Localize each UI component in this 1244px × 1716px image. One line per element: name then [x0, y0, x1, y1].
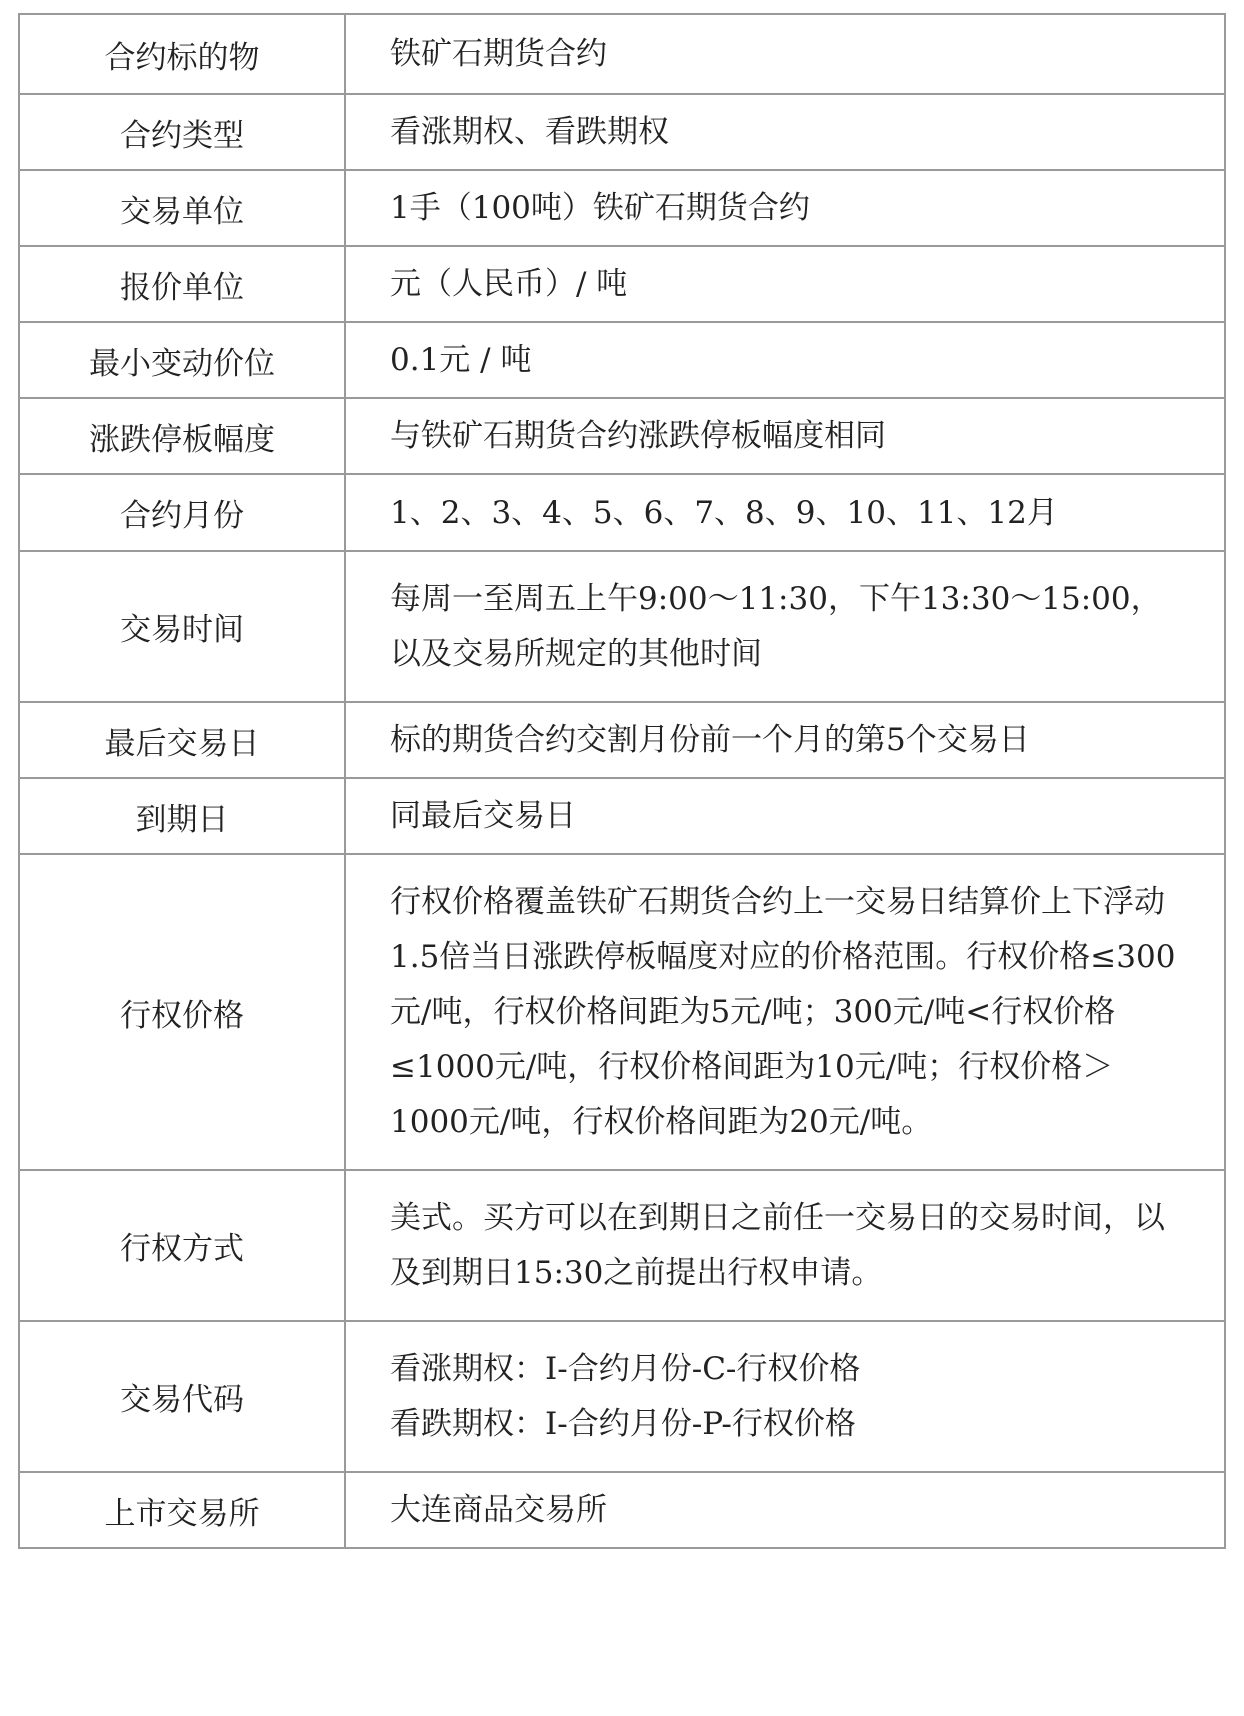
table-row [19, 1321, 1225, 1472]
table-row [19, 778, 1225, 854]
row-value: 与铁矿石期货合约涨跌停板幅度相同 [345, 398, 1225, 474]
table-row [19, 246, 1225, 322]
row-label: 涨跌停板幅度 [19, 398, 345, 474]
row-value: 1、2、3、4、5、6、7、8、9、10、11、12月 [345, 474, 1225, 551]
row-value: 大连商品交易所 [345, 1472, 1225, 1548]
table-row [19, 398, 1225, 474]
row-value: 看涨期权、看跌期权 [345, 94, 1225, 170]
row-label: 上市交易所 [19, 1472, 345, 1548]
row-value: 美式。买方可以在到期日之前任一交易日的交易时间，以及到期日15:30之前提出行权申请。 [345, 1170, 1225, 1321]
trading-code-put: 看跌期权：I-合约月份-P-行权价格 [390, 1405, 856, 1442]
row-value [345, 1321, 1225, 1472]
row-value: 元（人民币）/ 吨 [345, 246, 1225, 322]
table-row [19, 322, 1225, 398]
row-value: 标的期货合约交割月份前一个月的第5个交易日 [345, 702, 1225, 778]
row-label: 合约类型 [19, 94, 345, 170]
table-row [19, 854, 1225, 1170]
table-row [19, 702, 1225, 778]
row-label: 交易代码 [19, 1321, 345, 1472]
row-label: 行权方式 [19, 1170, 345, 1321]
trading-code-call: 看涨期权：I-合约月份-C-行权价格 [390, 1350, 861, 1387]
row-value: 每周一至周五上午9:00～11:30，下午13:30～15:00，以及交易所规定的其他时间 [345, 551, 1225, 702]
table-row [19, 551, 1225, 702]
row-label: 交易单位 [19, 170, 345, 246]
table-row [19, 474, 1225, 551]
row-value: 同最后交易日 [345, 778, 1225, 854]
row-label: 到期日 [19, 778, 345, 854]
row-value: 铁矿石期货合约 [345, 14, 1225, 94]
table-row [19, 1170, 1225, 1321]
table-row [19, 170, 1225, 246]
row-label: 行权价格 [19, 854, 345, 1170]
row-label: 交易时间 [19, 551, 345, 702]
table-row [19, 14, 1225, 94]
row-label: 合约标的物 [19, 14, 345, 94]
row-label: 最后交易日 [19, 702, 345, 778]
row-label: 最小变动价位 [19, 322, 345, 398]
table-row [19, 1472, 1225, 1548]
contract-spec-table [18, 13, 1226, 1549]
row-value: 1手（100吨）铁矿石期货合约 [345, 170, 1225, 246]
row-value: 行权价格覆盖铁矿石期货合约上一交易日结算价上下浮动1.5倍当日涨跌停板幅度对应的价格范围。行权价格≤300元/吨，行权价格间距为5元/吨；300元/吨<行权价格≤1000元/吨，行权价格间距为10元/吨；行权价格＞1000元/吨，行权价格间距为20元/吨。 [345, 854, 1225, 1170]
row-label: 报价单位 [19, 246, 345, 322]
table-row [19, 94, 1225, 170]
row-value: 0.1元 / 吨 [345, 322, 1225, 398]
row-label: 合约月份 [19, 474, 345, 551]
